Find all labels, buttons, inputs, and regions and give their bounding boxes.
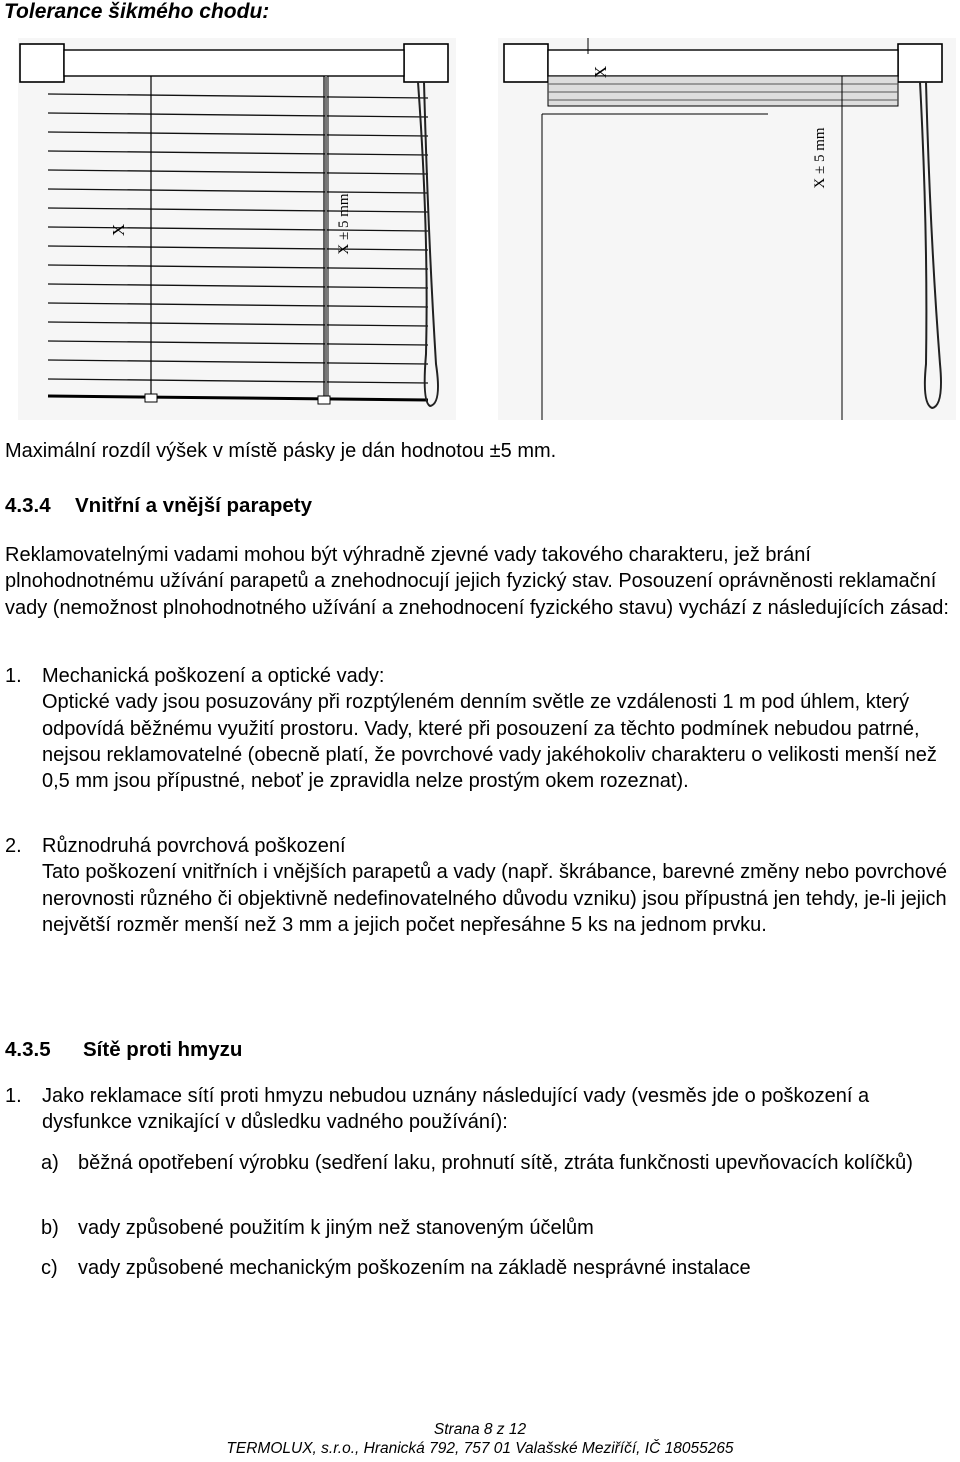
sub-list-item [41,1150,941,1176]
list-item-number: 1. [5,665,22,687]
list-item [5,663,955,794]
left-x-label: X [109,223,128,237]
section-heading-4-3-4 [5,494,312,518]
list-item-heading: Různodruhá povrchová poškození [42,835,346,857]
section-title: Vnitřní a vnější parapety [75,494,312,517]
list-item-body: Jako reklamace sítí proti hmyzu nebudou uznány následující vady (vesměs jde o poškození a dysfunkce vznikající v důsledku vadného používání): [42,1085,870,1134]
section-number: 4.3.4 [5,494,51,517]
list-item-heading: Mechanická poškození a optické vady: [42,665,385,687]
sub-list-item [41,1255,941,1281]
section-heading-4-3-5 [5,1038,242,1062]
left-tolerance-label: X ± 5 mm [336,193,352,255]
section-paragraph: Reklamovatelnými vadami mohou být výhradně zjevné vady takového charakteru, jež brání plnohodnotnému užívání parapetů a znehodnocují jejich fyzický stav. Posouzení oprávněnosti reklamační vady (nemožnost plnohodnotného užívání a znehodnocení fyzického stavu) vychází z následujících zásad: [5,544,949,619]
sub-list-item [41,1215,941,1241]
sub-list-text: běžná opotřebení výrobku (sedření laku, prohnutí sítě, ztráta funkčnosti upevňovacích kolíčků) [78,1152,913,1174]
sub-list-text: vady způsobené mechanickým poškozením na základě nesprávné instalace [78,1257,751,1279]
list-item [5,1083,955,1136]
intro-paragraph: Maximální rozdíl výšek v místě pásky je dán hodnotou ±5 mm. [5,440,557,462]
list-item-number: 1. [5,1085,22,1107]
section-title: Sítě proti hmyzu [83,1038,243,1061]
sub-list-letter: c) [41,1257,58,1279]
footer-company: TERMOLUX, s.r.o., Hranická 792, 757 01 Valašské Meziříčí, IČ 18055265 [226,1440,734,1457]
list-item-body: Optické vady jsou posuzovány při rozptýleném denním světle ze vzdálenosti 1 m pod úhlem, který odpovídá běžnému využití prostoru. Vady, které při posouzení za těchto podmínek nebudou patrné, nejsou reklamovatelné (obecně platí, že povrchové vady jakéhokoliv charakteru o velikosti menší než 0,5 mm jsou přípustné, neboť je zpravidla nelze prostým okem rozeznat). [42,691,937,793]
sub-list-text: vady způsobené použitím k jiným než stanoveným účelům [78,1217,594,1239]
right-x-label: X [591,65,610,79]
list-item-body: Tato poškození vnitřních i vnějších parapetů a vady (např. škrábance, barevné změny nebo povrchové nerovnosti různého či objektivně nedefinovatelného důvodu vzniku) jsou přípustná jen tehdy, je-li jejich největší rozměr menší než 3 mm a jejich počet nepřesáhne 5 ks na jednom prvku. [42,861,947,936]
sub-list-letter: a) [41,1152,59,1174]
right-tolerance-label: X ± 5 mm [812,127,828,189]
figure-left-tilted-blind [18,38,456,420]
blind-tolerance-figures [8,34,956,420]
section-number: 4.3.5 [5,1038,51,1061]
footer-page-number: Strana 8 z 12 [433,1421,527,1438]
list-item [5,833,955,938]
figure-right-side-view [498,38,956,420]
list-item-number: 2. [5,835,22,857]
sub-list-letter: b) [41,1217,59,1239]
page-title: Tolerance šikmého chodu: [4,0,270,23]
